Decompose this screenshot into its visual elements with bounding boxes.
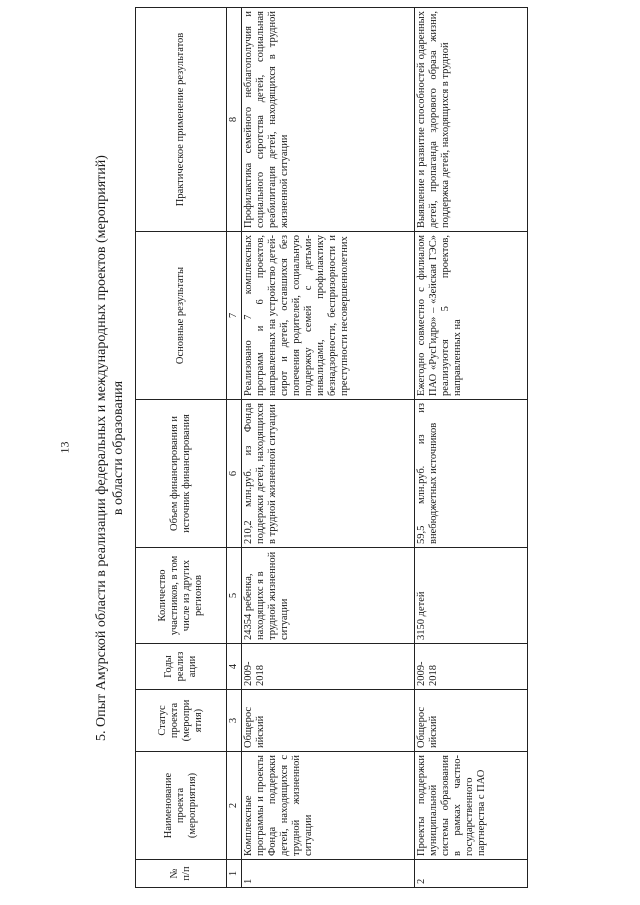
header-cell: Объем финансирования и источник финансирования bbox=[136, 400, 227, 548]
header-cell: Годы реализ ации bbox=[136, 644, 227, 690]
column-number: 3 bbox=[227, 690, 242, 752]
column-number: 7 bbox=[227, 232, 242, 400]
project-status: Общерос ийский bbox=[242, 690, 415, 752]
project-name: Проекты поддержки муниципальной системы образования в рамках частно-государственного партнерства с ПАО bbox=[415, 752, 528, 860]
header-cell: Практическое применение результатов bbox=[136, 8, 227, 232]
project-name: Комплексные программы и проекты Фонда поддержки детей, находящихся с трудной жизненной ситуации bbox=[242, 752, 415, 860]
header-cell: Основные результаты bbox=[136, 232, 227, 400]
header-cell: № п/п bbox=[136, 860, 227, 888]
project-years: 2009-2018 bbox=[415, 644, 528, 690]
header-cell: Количество участников, в том числе из других регионов bbox=[136, 548, 227, 644]
projects-table bbox=[135, 7, 528, 888]
table-header-row bbox=[136, 8, 227, 888]
project-application: Выявление и развитие способностей одаренных детей, пропаганда здорового образа жизни, поддержка детей, находящихся в трудной bbox=[415, 8, 528, 232]
project-results: Ежегодно совместно с филиалом ПАО «РусГидро» – «Зейская ГЭС» реализуются 5 проектов, направленных на bbox=[415, 232, 528, 400]
project-financing: 59,5 млн.руб. из из внебюджетных источников bbox=[415, 400, 528, 548]
header-cell: Наименование проекта (мероприятия) bbox=[136, 752, 227, 860]
column-number: 8 bbox=[227, 8, 242, 232]
project-participants: 24354 ребенка, находящихс я в трудной жизненной ситуации bbox=[242, 548, 415, 644]
column-number: 2 bbox=[227, 752, 242, 860]
rotated-page-content bbox=[95, 8, 615, 888]
project-application: Профилактика семейного неблагополучия и социального сиротства детей, социальная реабилитация детей, находящихся в трудной жизненной ситуации bbox=[242, 8, 415, 232]
project-years: 2009-2018 bbox=[242, 644, 415, 690]
column-number: 1 bbox=[227, 860, 242, 888]
column-number: 4 bbox=[227, 644, 242, 690]
table-row bbox=[415, 8, 528, 888]
project-participants: 3150 детей bbox=[415, 548, 528, 644]
project-results: Реализовано 7 комплексных программ и 6 проектов, направленных на устройство детей-сирот и детей, оставшихся без попечения родителей, социальную поддержку семей с детьми-инвалидами, профилактику безнадзорности, беспризорности и преступности несовершеннолетних bbox=[242, 232, 415, 400]
column-number: 6 bbox=[227, 400, 242, 548]
section-heading bbox=[93, 8, 127, 888]
row-number: 1 bbox=[242, 860, 415, 888]
header-cell: Статус проекта (меропри ятия) bbox=[136, 690, 227, 752]
heading-line-2: в области образования bbox=[111, 380, 126, 516]
column-number-row bbox=[227, 8, 242, 888]
heading-line-1: 5. Опыт Амурской области в реализации федеральных и международных проектов (мероприятий) bbox=[94, 155, 109, 741]
row-number: 2 bbox=[415, 860, 528, 888]
project-status: Общерос ийский bbox=[415, 690, 528, 752]
column-number: 5 bbox=[227, 548, 242, 644]
page-number: 13 bbox=[57, 441, 72, 454]
project-financing: 210,2 млн.руб. из Фонда поддержки детей, находящихся в трудной жизненной ситуации bbox=[242, 400, 415, 548]
table-row bbox=[242, 8, 415, 888]
